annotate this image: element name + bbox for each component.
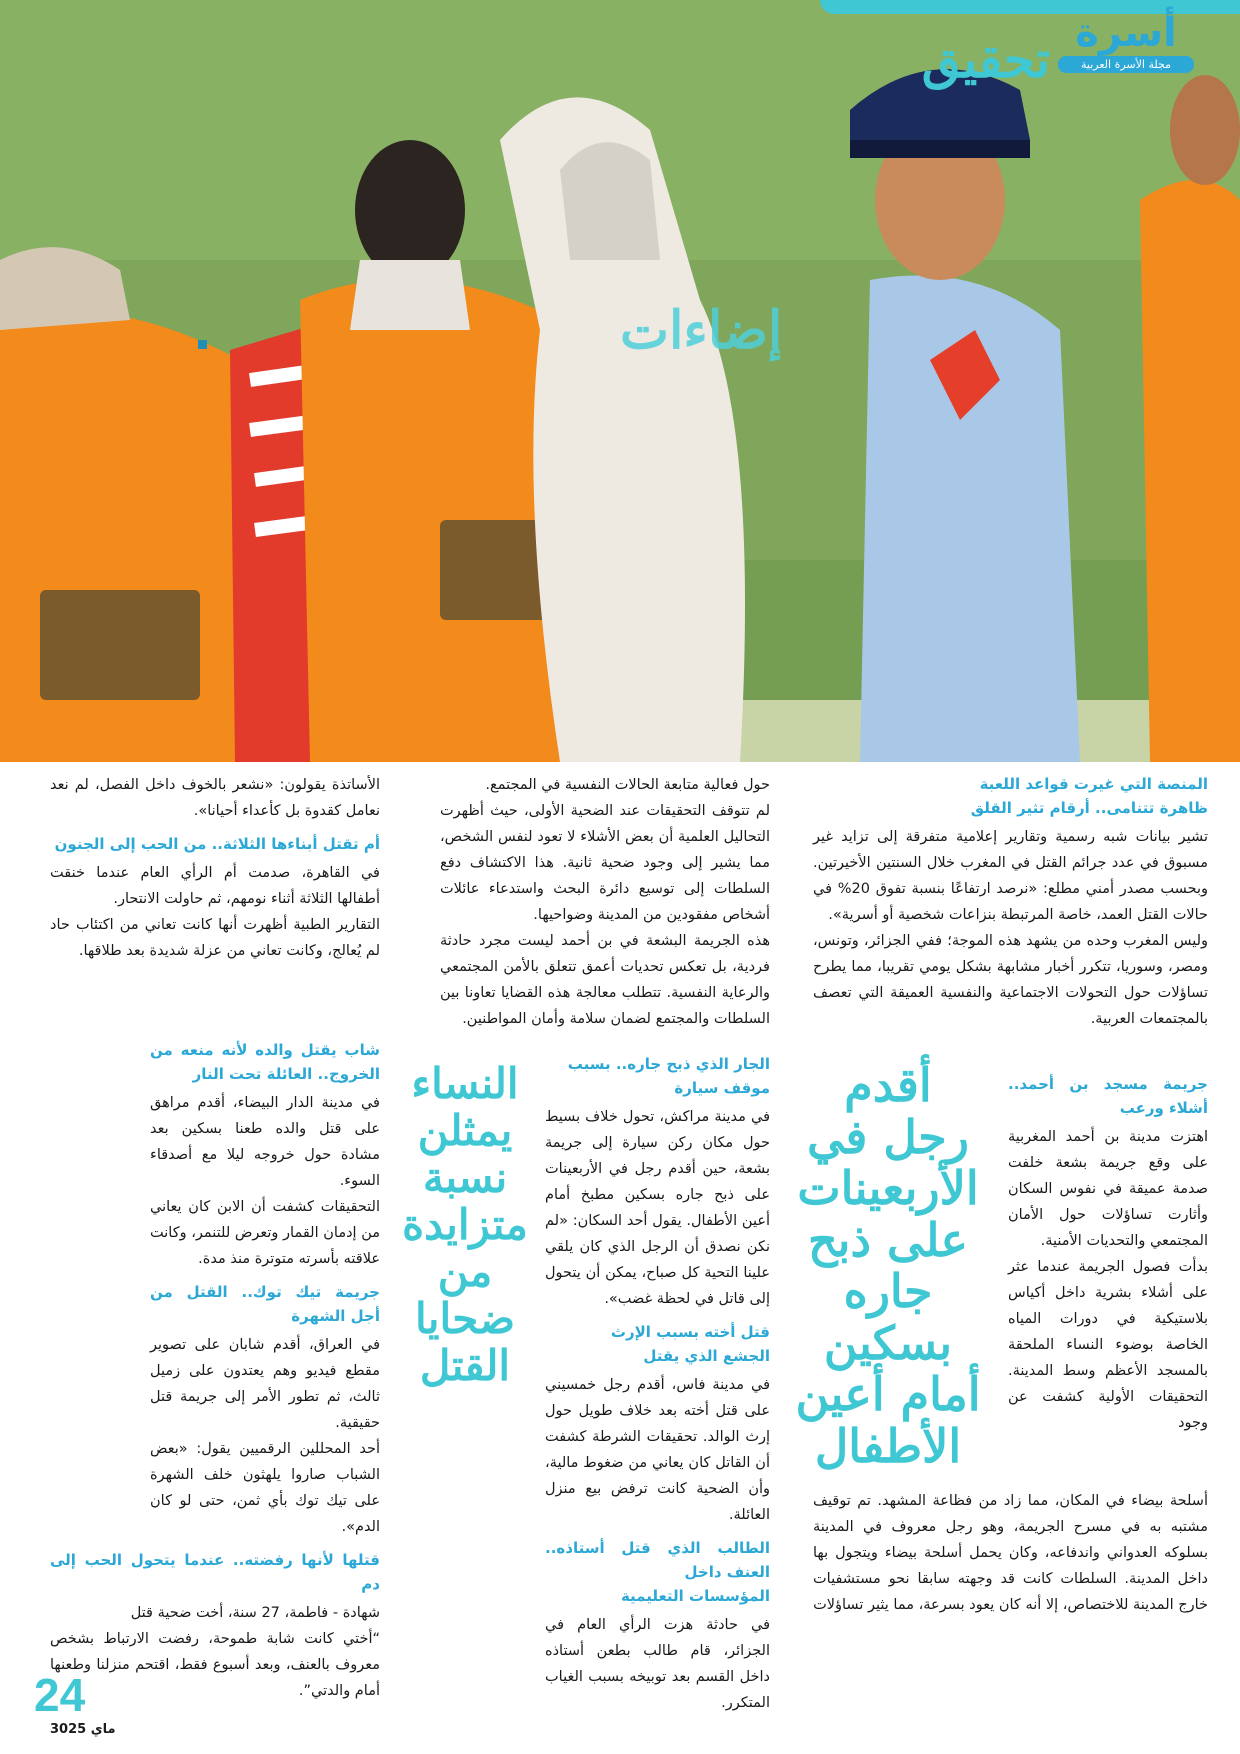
paragraph: الأساتذة يقولون: «نشعر بالخوف داخل الفصل، لم نعد نعامل كقدوة بل كأعداء أحيانا».: [50, 777, 380, 819]
pull-quote-line: النساء: [411, 1059, 519, 1108]
paragraph: أحد المحللين الرقميين يقول: «بعض الشباب صاروا يلهثون خلف الشهرة على تيك توك بأي ثمن، حتى لو كان الدم».: [150, 1441, 380, 1535]
paragraph: اهتزت مدينة بن أحمد المغربية على وقع جريمة بشعة خلفت صدمة عميقة في نفوس السكان وأثارت تساؤلات حول الأمان المجتمعي والتحديات الأمنية.: [1008, 1129, 1208, 1249]
paragraph: في مدينة مراكش، تحول خلاف بسيط حول مكان ركن سيارة إلى جريمة بشعة، حين أقدم رجل في الأربعينات على ذبح جاره بسكين مطبخ أمام أعين الأطفال. يقول أحد السكان: «لم نكن نصدق أن الرجل الذي كان يلقي علينا التحية كل صباح، يمكن أن يتحول إلى قاتل في لحظة غضب».: [545, 1109, 770, 1307]
article-section-benahmed-end: [440, 772, 770, 1032]
section-heading: [545, 1052, 770, 1100]
pull-quote-neighbor: [788, 1060, 988, 1472]
section-heading: [813, 772, 1208, 820]
hero-dot: [198, 340, 207, 349]
section-heading: [545, 1536, 770, 1608]
section-heading: أم تقتل أبناءها الثلاثة.. من الحب إلى الجنون: [54, 835, 380, 853]
paragraph: في حادثة هزت الرأي العام في الجزائر، قام طالب بطعن أستاذه داخل القسم بعد توبيخه بسبب الغياب المتكرر.: [545, 1617, 770, 1711]
hero-illustration: [0, 0, 1240, 762]
paragraph: “أختي كانت شابة طموحة، رفضت الارتباط بشخص معروف بالعنف، وبعد أسبوع فقط، اقتحم منزلنا وطعنها أمام والدتي”.: [50, 1631, 380, 1699]
page-number: 24: [34, 1669, 86, 1721]
section-heading: [545, 1320, 770, 1368]
section-heading: شاب يقتل والده لأنه منعه من الخروج.. العائلة تحت النار: [150, 1041, 380, 1083]
paragraph: هذه الجريمة البشعة في بن أحمد ليست مجرد حادثة فردية، بل تعكس تحديات أعمق تتعلق بالأمن المجتمعي والرعاية النفسية. تتطلب معالجة هذه القضايا تعاونا بين السلطات والمجتمع لضمان سلامة وأمان المواطنين.: [440, 933, 770, 1027]
pull-quote-line: على ذبح: [807, 1212, 968, 1267]
pull-quote-line: ضحايا: [414, 1294, 516, 1344]
logo-subtitle: مجلة الأسرة العربية: [1058, 56, 1194, 73]
pull-quote-line: نسبة: [422, 1153, 508, 1203]
paragraph: لم تتوقف التحقيقات عند الضحية الأولى، حيث أظهرت التحاليل العلمية أن بعض الأشلاء لا تعود لنفس الشخص، مما يشير إلى وجود ضحية ثانية. هذا الاكتشاف دفع السلطات إلى توسيع دائرة البحث واستدعاء عائلات أشخاص مفقودين من المدينة وضواحيها.: [440, 803, 770, 923]
pull-quote-line: متزايدة: [402, 1200, 528, 1250]
magazine-logo: [1046, 10, 1206, 73]
paragraph: التحقيقات كشفت أن الابن كان يعاني من إدمان القمار وتعرض للتنمر، وكانت علاقته بأسرته متوترة منذ مدة.: [150, 1199, 380, 1267]
paragraph: حول فعالية متابعة الحالات النفسية في المجتمع.: [485, 777, 770, 793]
paragraph: تشير بيانات شبه رسمية وتقارير إعلامية متفرقة إلى تزايد غير مسبوق في عدد جرائم القتل في المغرب خلال السنتين الأخيرتين. وبحسب مصدر أمني مطلع: «نرصد ارتفاعًا بنسبة تفوق 20% في حالات القتل العمد، خاصة المرتبطة بنزاعات شخصية أو أسرية».: [813, 829, 1209, 923]
paragraph: التقارير الطبية أظهرت أنها كانت تعاني من اكتئاب حاد لم يُعالج، وكانت تعاني من عزلة شديدة بعد طلاقها.: [50, 917, 380, 959]
pull-quote-line: يمثلن: [417, 1106, 513, 1156]
police-scene-painting: [0, 0, 1240, 762]
pull-quote-line: الأطفال: [814, 1418, 962, 1473]
issue-date: ماي 3025: [50, 1722, 116, 1737]
heading-line: الجشع الذي يقتل: [643, 1347, 770, 1365]
heading-line: موقف سيارة: [674, 1079, 770, 1097]
heading-line: الجار الذي ذبح جاره.. بسبب: [567, 1055, 770, 1073]
pull-quote-line: أقدم: [844, 1058, 932, 1112]
section-tag: تحقيق: [921, 30, 1050, 89]
paragraph: شهادة - فاطمة، 27 سنة، أخت ضحية قتل: [130, 1605, 380, 1621]
pull-quote-line: جاره بسكين: [823, 1264, 953, 1370]
pull-quote-line: الأربعينات: [797, 1161, 979, 1216]
article-section-benahmed: [1008, 1072, 1208, 1436]
heading-line: المنصة التي غيرت قواعد اللعبة: [979, 775, 1208, 793]
pull-quote-line: من: [437, 1247, 493, 1297]
hero-title: إضاءات: [620, 300, 783, 361]
section-heading: جريمة مسجد بن أحمد.. أشلاء ورعب: [1008, 1075, 1208, 1117]
pull-quote-women: [390, 1060, 540, 1389]
article-section-trend: [813, 772, 1208, 1032]
article-section-school-mother: [50, 772, 380, 964]
pull-quote-line: أمام أعين: [795, 1367, 981, 1422]
section-heading: قتلها لأنها رفضته.. عندما يتحول الحب إلى دم: [50, 1551, 380, 1593]
pull-quote-line: رجل في: [807, 1109, 969, 1164]
heading-line: الطالب الذي قتل أستاذه.. العنف داخل: [545, 1539, 770, 1581]
paragraph: في القاهرة، صدمت أم الرأي العام عندما خنقت أطفالها الثلاثة أثناء نومهم، ثم حاولت الانتحار.: [50, 865, 380, 907]
article-section-benahmed-cont: [813, 1488, 1208, 1618]
paragraph: في مدينة الدار البيضاء، أقدم مراهق على قتل والده طعنا بسكين بعد مشادة حول خروجه ليلا مع أصدقاء السوء.: [150, 1095, 380, 1189]
heading-line: ظاهرة تتنامى.. أرقام تثير القلق: [970, 799, 1208, 817]
logo-word: أسرة: [1075, 10, 1177, 56]
paragraph: أسلحة بيضاء في المكان، مما زاد من فظاعة المشهد. تم توقيف مشتبه به في مسرح الجريمة، وهو رجل معروف في المدينة بسلوكه العدواني واندفاعه، وكان يحمل أسلحة بيضاء ويتجول بها داخل المدينة. السلطات كانت قد وجهته سابقا نحو مستشفيات خارج المدينة للاختصاص، إلا أنه كان يعود بسرعة، مما يثير تساؤلات: [813, 1493, 1208, 1613]
paragraph: وليس المغرب وحده من يشهد هذه الموجة؛ ففي الجزائر، وتونس، ومصر، وسوريا، تتكرر أخبار مشابهة بشكل يومي تقريبا، مما يطرح تساؤلات حول التحولات الاجتماعية والنفسية العميقة التي تعصف بالمجتمعات العربية.: [813, 933, 1208, 1027]
article-section-cases: [545, 1052, 770, 1716]
heading-line: قتل أخته بسبب الإرث: [610, 1323, 770, 1341]
article-section-more-cases: [50, 1038, 380, 1704]
heading-line: المؤسسات التعليمية: [620, 1587, 770, 1605]
paragraph: في مدينة فاس، أقدم رجل خمسيني على قتل أخته بعد خلاف طويل حول إرث الوالد. تحقيقات الشرطة كشفت أن القاتل كان يعاني من ضغوط مالية، وأن الضحية كانت ترفض بيع منزل العائلة.: [545, 1377, 770, 1523]
section-heading: جريمة تيك توك.. القتل من أجل الشهرة: [150, 1283, 380, 1325]
pull-quote-line: القتل: [419, 1341, 511, 1391]
paragraph: بدأت فصول الجريمة عندما عثر على أشلاء بشرية داخل أكياس بلاستيكية في دورات المياه الخاصة بوضوء النساء الملحقة بالمسجد الأعظم وسط المدينة. التحقيقات الأولية كشفت عن وجود: [1008, 1259, 1208, 1431]
paragraph: في العراق، أقدم شابان على تصوير مقطع فيديو وهم يعتدون على زميل ثالث، ثم تطور الأمر إلى جريمة قتل حقيقية.: [150, 1337, 380, 1431]
